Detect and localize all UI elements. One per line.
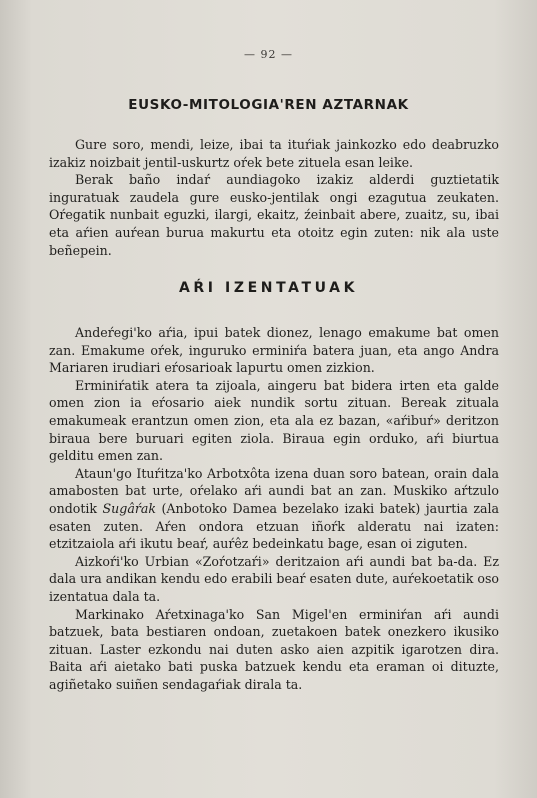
- page-number: — 92 —: [244, 48, 293, 61]
- sugarrak-italic: Sugâŕak: [102, 500, 156, 516]
- stones-paragraph-4: Aizkoŕi'ko Urbian «Zoŕotzaŕi» deritzaion aŕi aundi bat ba-da. Ez dala ura andikan kendu edo erabili beaŕ esaten dute, auŕekoetatik oso izentatua dala ta.: [49, 553, 499, 604]
- intro-paragraph-1: Gure soro, mendi, leize, ibai ta ituŕiak jainkozko edo deabruzko izakiz noizbait jentil-uskurtz oŕek bete zituela esan leike.: [49, 137, 499, 170]
- stones-text-block: [49, 324, 499, 693]
- section-title-mythology: EUSKO-MITOLOGIA'REN AZTARNAK: [128, 97, 409, 113]
- stones-paragraph-5: Markinako Aŕetxinaga'ko San Migel'en erminiŕan aŕi aundi batzuek, bata bestiaren ondoan, zuetakoen batek onezkero ikusiko zituan. Laster ezkondu nai duten asko aien azpitik igarotzen dira. Baita aŕi aietako bati puska batzuek kendu eta eraman oi dituzte, agiñetako suiñen sendagaŕiak dirala ta.: [49, 606, 499, 692]
- section-title-stones: AŔI IZENTATUAK: [178, 280, 359, 296]
- stones-paragraph-2: Erminiŕatik atera ta zijoala, aingeru bat bidera irten eta galde omen zion ia eŕosario aiek nundik sortu zituan. Bereak zituala emakumeak erantzun omen zion, eta ala ez bazan, «aŕibuŕ» deritzon biraua bere buruari egiten ziola. Biraua egin orduko, aŕi biurtua gelditu emen zan.: [49, 377, 499, 464]
- stones-paragraph-3-end: (Anbotoko Damea bezelako izaki batek) jaurtia zala esaten zuten. Aŕen ondora etzuan iñoŕk alderatu nai izaten: etzitzaiola aŕi ikutu beaŕ, auŕêz bedeinkatu bage, esan oi ziguten.: [49, 500, 500, 552]
- stones-paragraph-1: Andeŕegi'ko aŕia, ipui batek dionez, lenago emakume bat omen zan. Emakume oŕek, inguruko erminiŕa batera juan, eta ango Andra Mariaren irudiari eŕosarioak lapurtu omen zizkion.: [49, 325, 499, 376]
- stones-paragraph-3: [49, 465, 499, 553]
- stones-paragraph-3-start: Ataun'go Ituŕitza'ko Arbotxôta izena duan soro batean, orain dala amabosten bat urte, oŕelako aŕi aundi bat an zan. Muskiko aŕtzulo ondotik: [49, 465, 499, 516]
- intro-text-block: [49, 136, 499, 259]
- intro-paragraph-2: Berak baño indaŕ aundiagoko izakiz alderdi guztietatik inguratuak zaudela gure eusko-jentilak ongi ezagutua zeukaten. Oŕegatik nunbait eguzki, ilargi, ekaitz, źeinbait abere, zuaitz, su, ibai eta aŕien auŕean burua makurtu eta otoitz egin zuten: nik ala uste beñepein.: [49, 172, 499, 258]
